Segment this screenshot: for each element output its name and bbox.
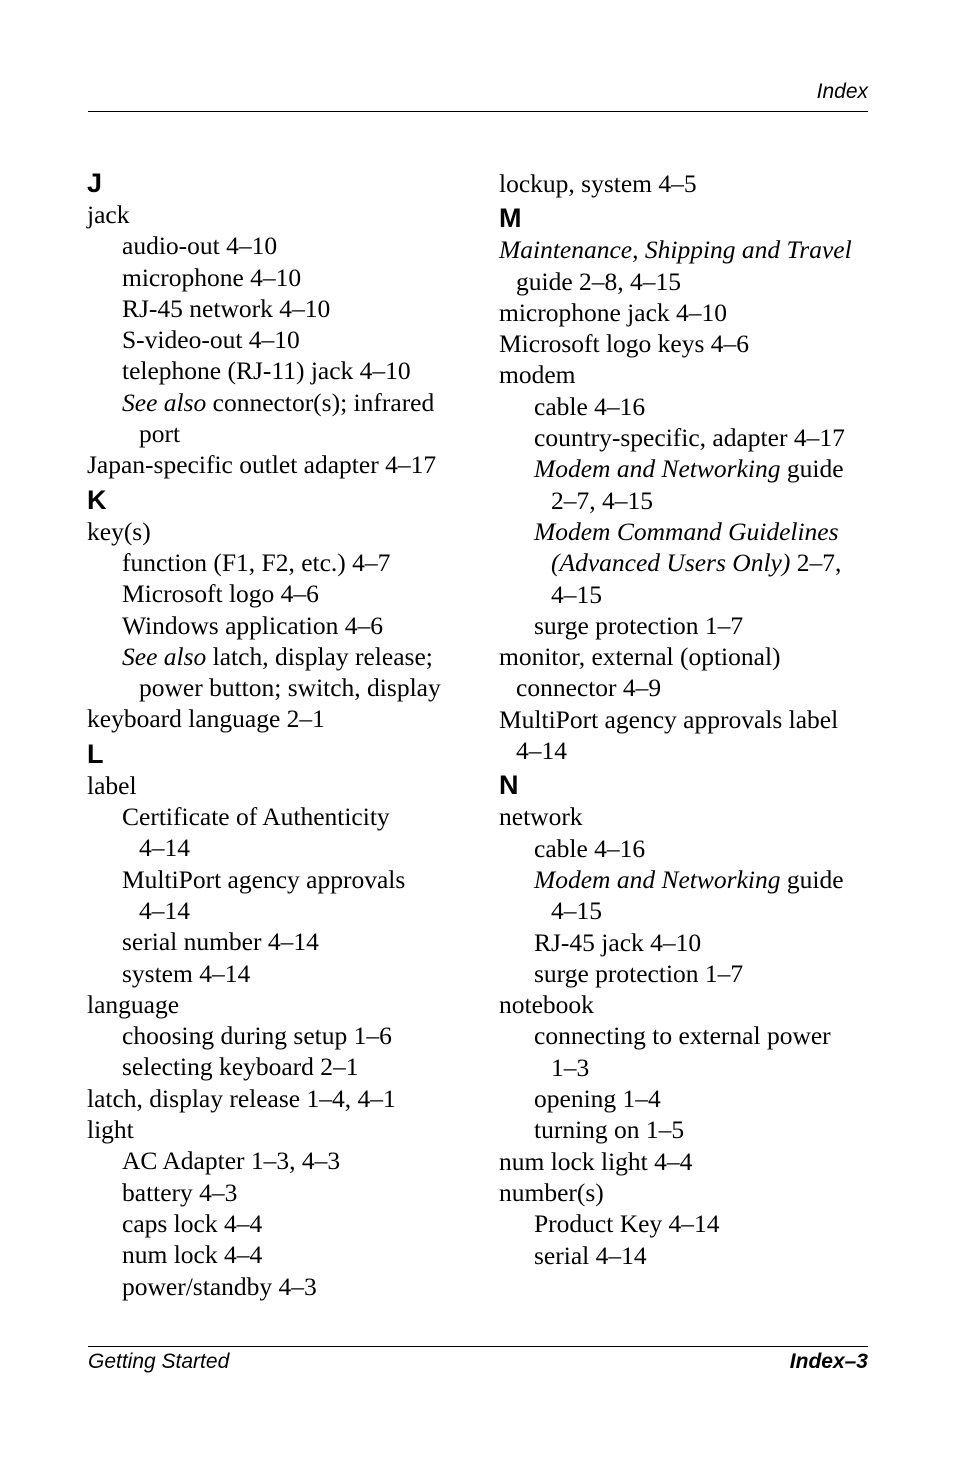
index-subentry: telephone (RJ-11) jack 4–10 (122, 356, 411, 386)
index-subentry: AC Adapter 1–3, 4–3 (122, 1146, 341, 1176)
index-subentry (499, 453, 869, 484)
book-title: Modem Command Guidelines (534, 516, 839, 546)
index-continuation: 4–14 (516, 736, 567, 766)
index-subentry: power/standby 4–3 (122, 1271, 317, 1301)
index-entry: Japan-specific outlet adapter 4–17 (87, 450, 437, 480)
index-continuation: 4–14 (139, 895, 190, 925)
index-subentry: caps lock 4–4 (122, 1208, 263, 1238)
index-subentry: MultiPort agency approvals (122, 864, 406, 894)
page-number: Index–3 (789, 1350, 868, 1373)
index-subentry: connecting to external power (534, 1021, 831, 1051)
header-rule (88, 111, 868, 112)
index-entry: lockup, system 4–5 (499, 169, 697, 198)
index-subentry: S-video-out 4–10 (122, 325, 300, 355)
index-column-left (87, 168, 462, 1302)
index-continuation: guide 2–8, 4–15 (516, 266, 682, 296)
see-also-entry (87, 641, 462, 672)
index-subentry (499, 516, 869, 547)
see-also-entry (87, 387, 462, 418)
index-entry: network (499, 802, 583, 832)
see-also-label: See also (122, 387, 207, 417)
index-subentry: surge protection 1–7 (534, 958, 744, 988)
index-subentry: Microsoft logo 4–6 (122, 579, 319, 609)
index-subentry: opening 1–4 (534, 1084, 661, 1114)
index-subentry: Certificate of Authenticity (122, 802, 390, 832)
subentry-text: 2–7, (790, 548, 842, 578)
index-entry: microphone jack 4–10 (499, 297, 728, 327)
index-subentry: turning on 1–5 (534, 1115, 685, 1145)
index-continuation: connector 4–9 (516, 673, 662, 703)
index-continuation: 1–3 (551, 1052, 590, 1082)
see-also-text: connector(s); infrared (206, 387, 435, 417)
index-entry: MultiPort agency approvals label (499, 704, 839, 734)
index-subentry: serial 4–14 (534, 1240, 647, 1270)
index-entry: language (87, 989, 180, 1019)
see-also-label: See also (122, 641, 207, 671)
index-entry: number(s) (499, 1177, 604, 1207)
book-title: (Advanced Users Only) (551, 548, 791, 578)
index-subentry: audio-out 4–10 (122, 231, 278, 261)
index-entry: notebook (499, 990, 594, 1020)
index-entry: modem (499, 360, 576, 390)
index-entry: Microsoft logo keys 4–6 (499, 329, 750, 359)
index-continuation (499, 547, 869, 578)
index-subentry: country-specific, adapter 4–17 (534, 423, 845, 453)
section-letter-l: L (87, 738, 104, 769)
index-subentry: function (F1, F2, etc.) 4–7 (122, 547, 391, 577)
index-continuation: 4–14 (139, 833, 190, 863)
index-entry (499, 234, 869, 265)
index-continuation: port (139, 419, 181, 449)
footer-title: Getting Started (88, 1350, 230, 1373)
book-title: Modem and Networking (534, 454, 781, 484)
section-letter-k: K (87, 484, 107, 515)
index-subentry: battery 4–3 (122, 1177, 238, 1207)
index-subentry: Windows application 4–6 (122, 610, 384, 640)
index-subentry: system 4–14 (122, 958, 251, 988)
index-subentry: selecting keyboard 2–1 (122, 1052, 359, 1082)
see-also-text: latch, display release; (206, 641, 433, 671)
index-subentry: num lock 4–4 (122, 1240, 263, 1270)
index-subentry: RJ-45 jack 4–10 (534, 927, 702, 957)
running-header: Index (816, 80, 868, 103)
index-continuation: 4–15 (551, 579, 602, 609)
index-entry: num lock light 4–4 (499, 1146, 693, 1176)
index-entry: latch, display release 1–4, 4–1 (87, 1083, 396, 1113)
index-subentry: RJ-45 network 4–10 (122, 293, 331, 323)
subentry-text: guide (780, 864, 844, 894)
section-letter-m: M (499, 203, 522, 234)
index-subentry: serial number 4–14 (122, 927, 319, 957)
index-entry: monitor, external (optional) (499, 642, 781, 672)
index-subentry: cable 4–16 (534, 391, 646, 421)
index-subentry: choosing during setup 1–6 (122, 1021, 392, 1051)
index-entry: key(s) (87, 516, 151, 546)
index-continuation: 4–15 (551, 896, 602, 926)
index-continuation: power button; switch, display (139, 673, 441, 703)
index-column-right (499, 168, 869, 1271)
subentry-text: guide (780, 454, 844, 484)
index-entry: jack (87, 200, 130, 229)
index-subentry: Product Key 4–14 (534, 1209, 720, 1239)
index-subentry: cable 4–16 (534, 833, 646, 863)
index-subentry: surge protection 1–7 (534, 610, 744, 640)
footer-rule (88, 1346, 868, 1347)
section-letter-j: J (87, 168, 103, 198)
index-subentry (499, 864, 869, 895)
index-entry: label (87, 770, 137, 800)
book-title: Modem and Networking (534, 864, 781, 894)
index-continuation: 2–7, 4–15 (551, 485, 653, 515)
section-letter-n: N (499, 770, 519, 801)
index-entry: light (87, 1115, 134, 1145)
book-title: Maintenance, Shipping and Travel (499, 235, 852, 265)
index-entry: keyboard language 2–1 (87, 704, 325, 734)
index-subentry: microphone 4–10 (122, 262, 302, 292)
